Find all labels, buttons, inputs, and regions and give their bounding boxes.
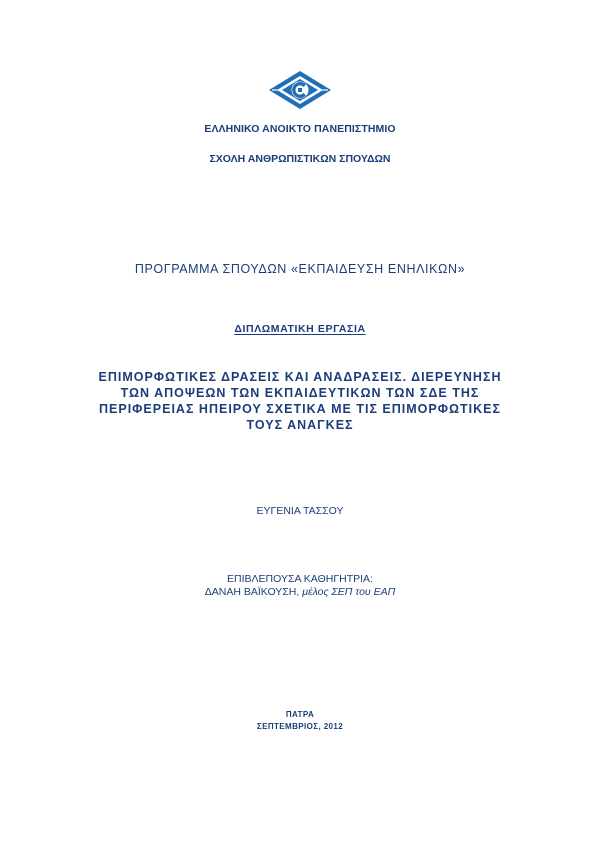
university-name: ΕΛΛΗΝΙΚΟ ΑΝΟΙΚΤΟ ΠΑΝΕΠΙΣΤΗΜΙΟ [204,123,396,135]
city: ΠΑΤΡΑ [285,710,315,719]
university-logo-icon [268,70,332,110]
document-type-heading [0,323,600,335]
date: ΣΕΠΤΕΜΒΡΙΟΣ, 2012 [256,722,344,731]
thesis-title-line: ΤΟΥΣ ΑΝΑΓΚΕΣ [246,418,354,432]
thesis-title-line: ΠΕΡΙΦΕΡΕΙΑΣ ΗΠΕΙΡΟΥ ΣΧΕΤΙΚΑ ΜΕ ΤΙΣ ΕΠΙΜΟΡΦΩΤΙΚΕΣ [99,402,501,416]
supervisor-label: ΕΠΙΒΛΕΠΟΥΣΑ ΚΑΘΗΓΗΤΡΙΑ: [227,573,373,585]
document-type-label: ΔΙΠΛΩΜΑΤΙΚΗ ΕΡΓΑΣΙΑ [234,323,366,335]
thesis-title [0,369,600,433]
author-name: ΕΥΓΕΝΙΑ ΤΑΣΣΟΥ [256,505,344,517]
thesis-title-line: ΤΩΝ ΑΠΟΨΕΩΝ ΤΩΝ ΕΚΠΑΙΔΕΥΤΙΚΩΝ ΤΩΝ ΣΔΕ ΤΗΣ [120,386,480,400]
supervisor-role: μέλος ΣΕΠ του ΕΑΠ [302,586,396,598]
school-name: ΣΧΟΛΗ ΑΝΘΡΩΠΙΣΤΙΚΩΝ ΣΠΟΥΔΩΝ [209,153,391,165]
supervisor-name: ΔΑΝΑΗ ΒΑΪΚΟΥΣΗ, [204,586,300,598]
supervisor-line [0,586,600,598]
thesis-title-line: ΕΠΙΜΟΡΦΩΤΙΚΕΣ ΔΡΑΣΕΙΣ ΚΑΙ ΑΝΑΔΡΑΣΕΙΣ. ΔΙΕΡΕΥΝΗΣΗ [98,370,502,384]
program-name: ΠΡΟΓΡΑΜΜΑ ΣΠΟΥΔΩΝ «ΕΚΠΑΙΔΕΥΣΗ ΕΝΗΛΙΚΩΝ» [134,262,466,276]
